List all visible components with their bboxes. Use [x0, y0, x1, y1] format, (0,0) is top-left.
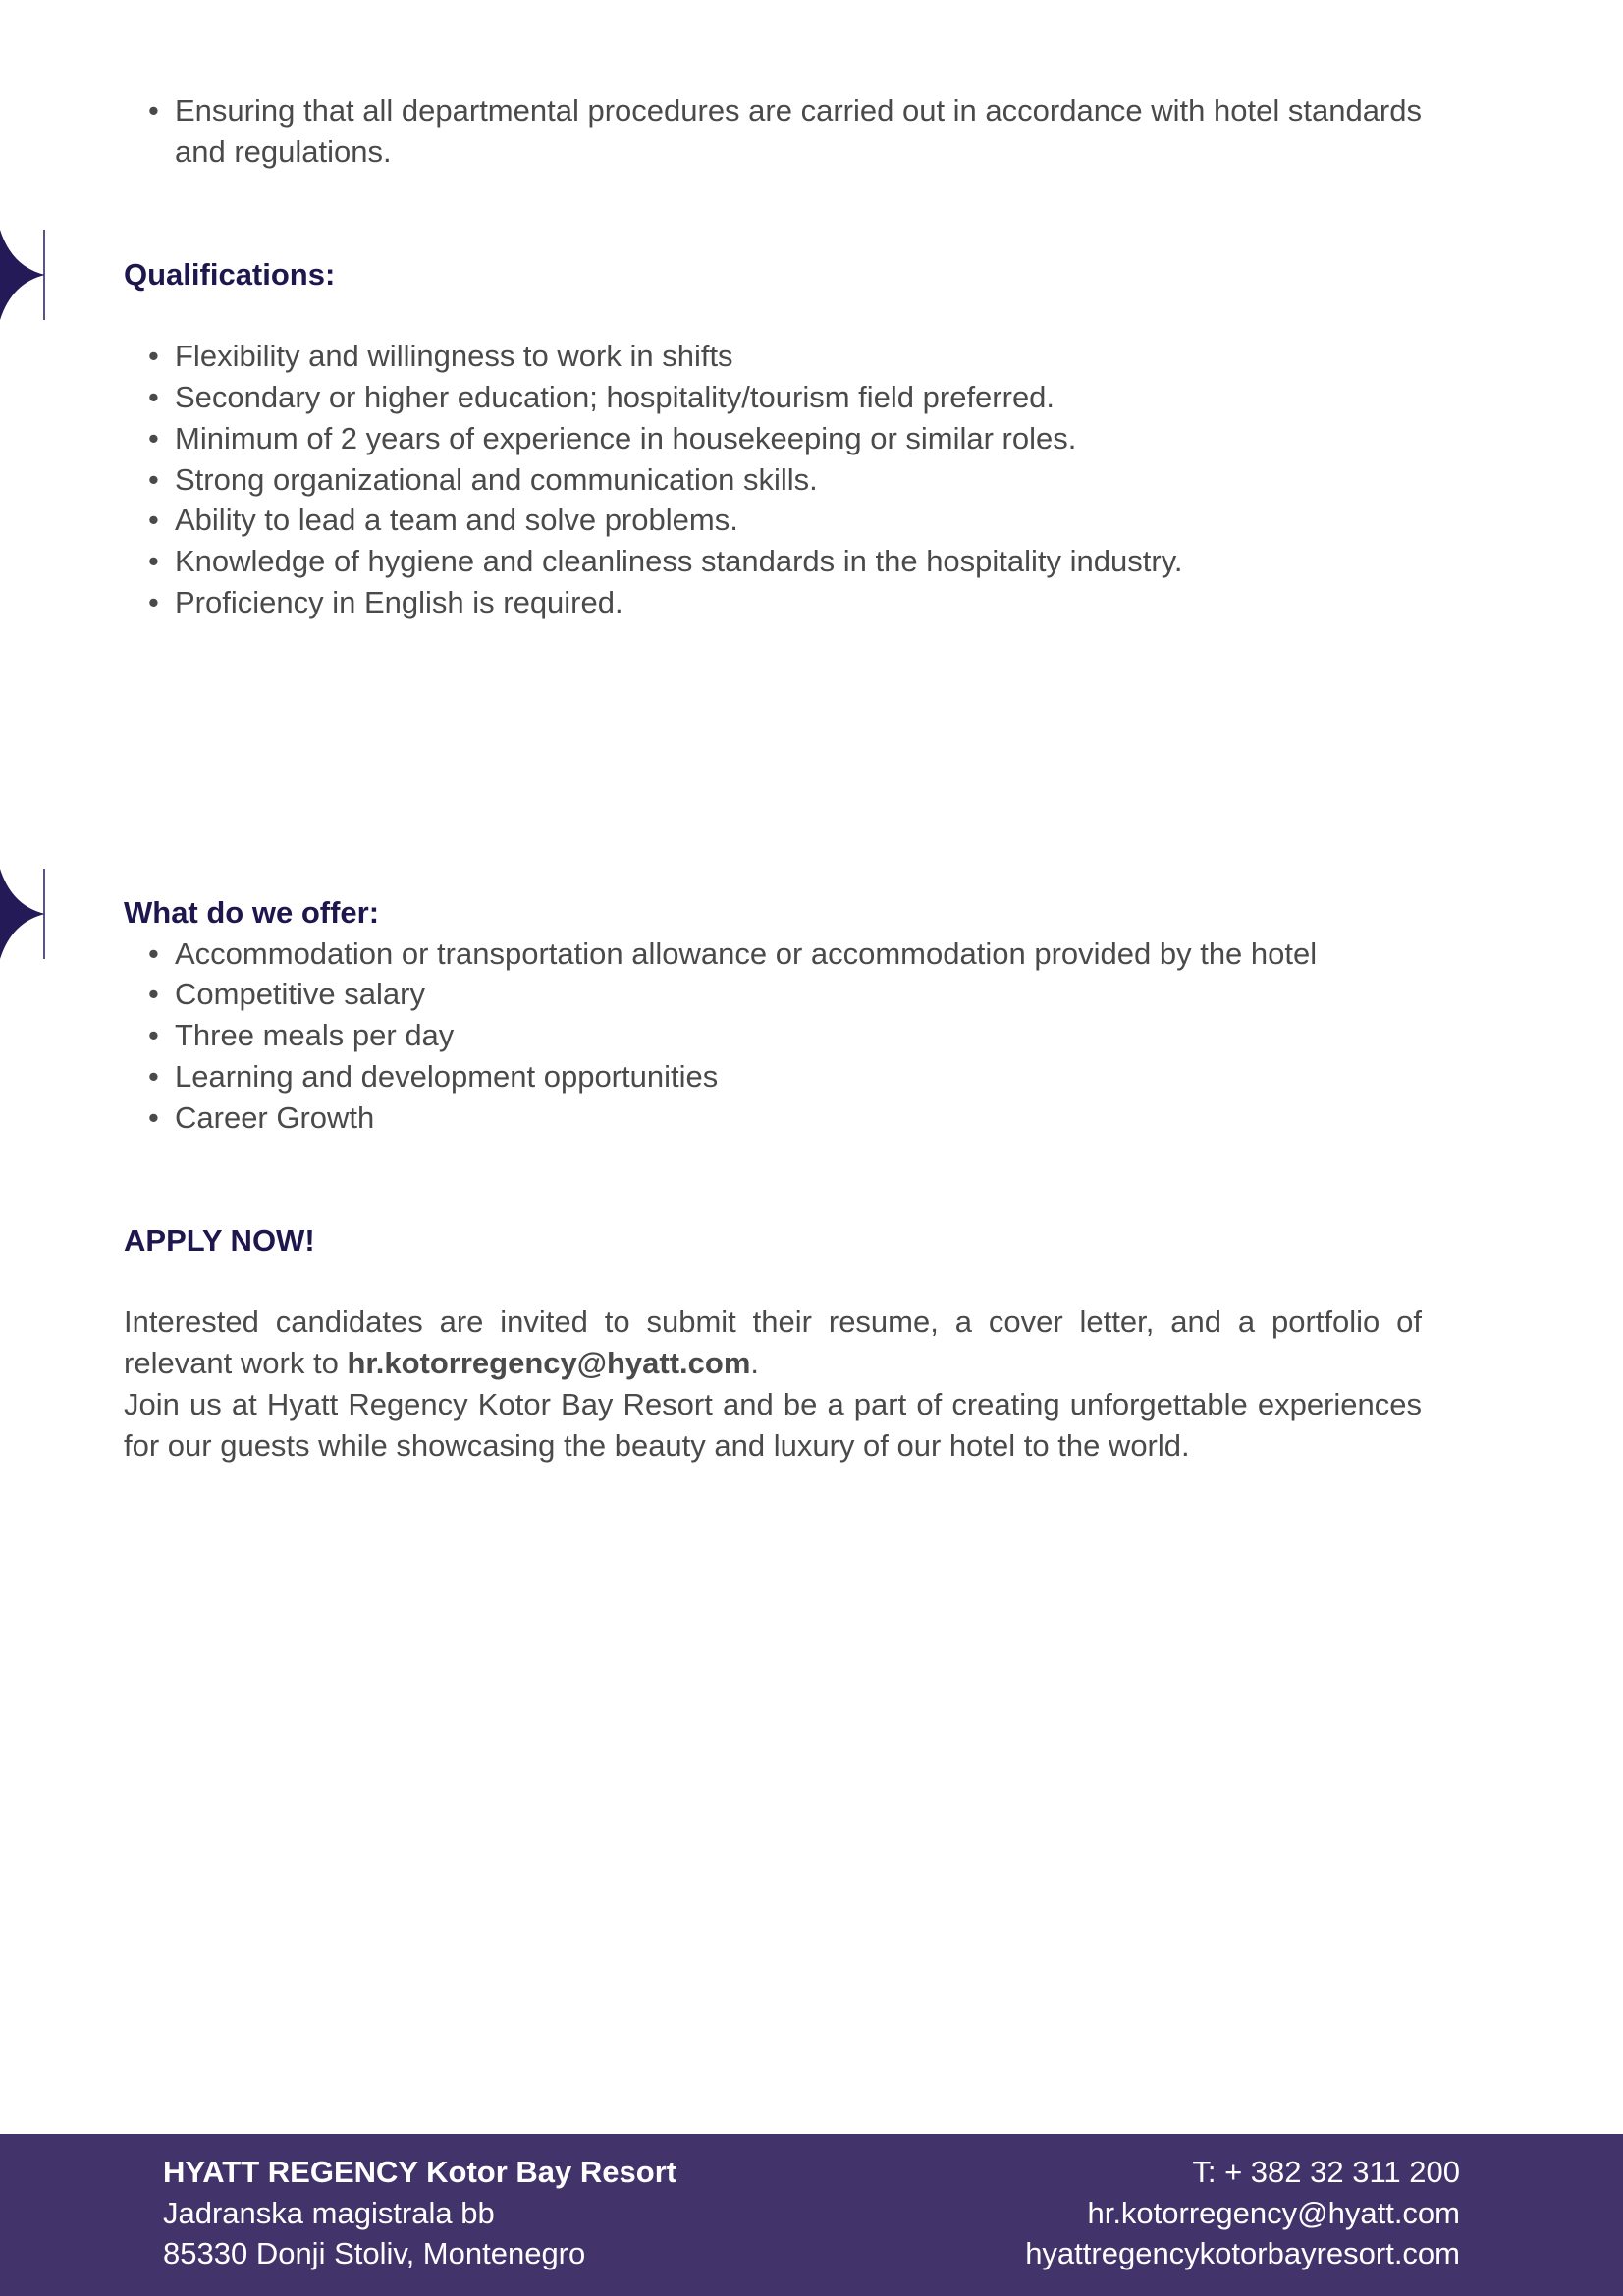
list-item: • Strong organizational and communication skills. — [124, 459, 1422, 501]
list-item: • Flexibility and willingness to work in shifts — [124, 336, 1422, 377]
responsibilities-section — [124, 90, 1422, 172]
apply-intro — [124, 1302, 1422, 1383]
list-item: • Ability to lead a team and solve problems. — [124, 500, 1422, 541]
footer-phone: T: + 382 32 311 200 — [1192, 2155, 1460, 2189]
offer-heading: What do we offer: — [124, 895, 380, 930]
footer-address-line1: Jadranska magistrala bb — [163, 2195, 495, 2230]
list-item: • Proficiency in English is required. — [124, 582, 1422, 623]
list-item: • Secondary or higher education; hospitality/tourism field preferred. — [124, 377, 1422, 418]
section-marker-icon — [0, 230, 45, 320]
list-item: • Knowledge of hygiene and cleanliness standards in the hospitality industry. — [124, 541, 1422, 582]
footer-address-line2: 85330 Donji Stoliv, Montenegro — [163, 2236, 586, 2271]
list-item: • Competitive salary — [124, 974, 1422, 1015]
offer-list — [124, 934, 1422, 1139]
footer-org-name: HYATT REGENCY Kotor Bay Resort — [163, 2155, 677, 2189]
list-item: • Learning and development opportunities — [124, 1056, 1422, 1097]
list-item: • Career Growth — [124, 1097, 1422, 1139]
list-item: • Minimum of 2 years of experience in housekeeping or similar roles. — [124, 418, 1422, 459]
list-item: • Accommodation or transportation allowance or accommodation provided by the hotel — [124, 934, 1422, 975]
responsibilities-list — [124, 90, 1422, 172]
apply-closing: Join us at Hyatt Regency Kotor Bay Resort and be a part of creating unforgettable experiences for our guests while showcasing the beauty and luxury of our hotel to the world. — [124, 1386, 1422, 1463]
qualifications-section — [124, 254, 1422, 622]
list-item: • Ensuring that all departmental procedures are carried out in accordance with hotel standards and regulations. — [124, 90, 1422, 172]
list-item: • Three meals per day — [124, 1015, 1422, 1056]
offer-section — [124, 892, 1422, 1138]
footer-address-block — [163, 2152, 676, 2274]
section-marker-icon — [0, 869, 45, 959]
apply-email-link[interactable]: hr.kotorregency@hyatt.com — [347, 1346, 751, 1381]
apply-intro-end: . — [750, 1346, 760, 1381]
apply-section — [124, 1220, 1422, 1466]
footer — [0, 2134, 1623, 2296]
footer-website-link[interactable]: hyattregencykotorbayresort.com — [1025, 2236, 1460, 2271]
footer-email-link[interactable]: hr.kotorregency@hyatt.com — [1087, 2195, 1460, 2230]
apply-heading: APPLY NOW! — [124, 1223, 315, 1257]
apply-intro-text: Interested candidates are invited to submit their resume, a cover letter, and a portfolio of relevant work to — [124, 1305, 1422, 1381]
footer-contact-block — [1025, 2152, 1460, 2274]
qualifications-heading: Qualifications: — [124, 257, 336, 292]
qualifications-list — [124, 336, 1422, 622]
